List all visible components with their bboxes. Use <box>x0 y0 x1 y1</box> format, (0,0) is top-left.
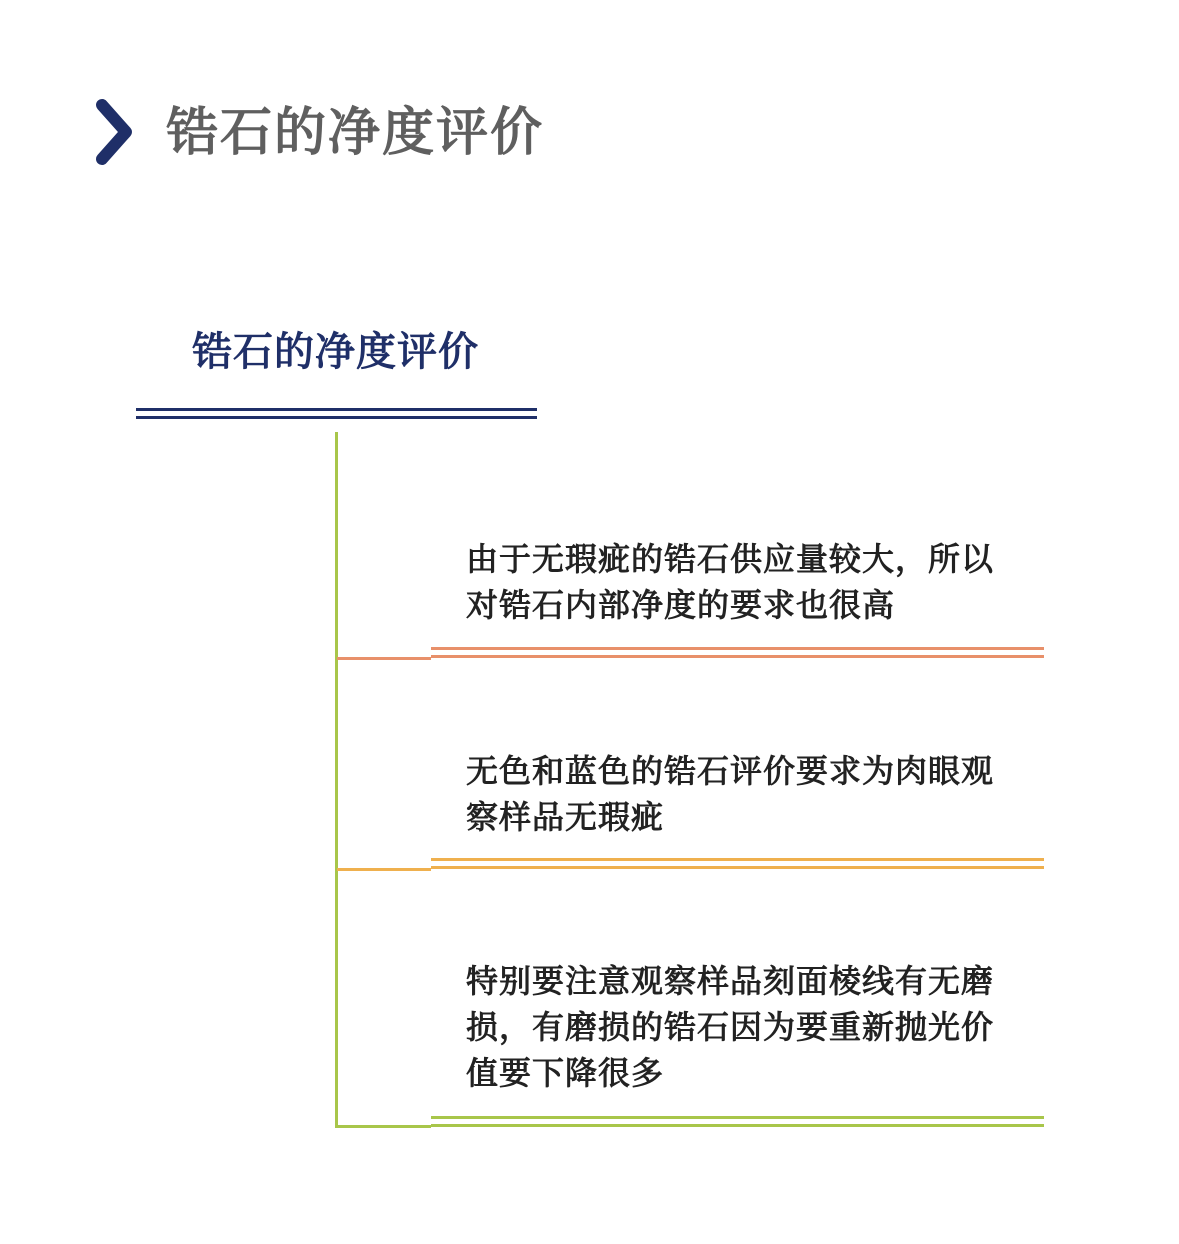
item-3-rule-line-top <box>431 1116 1044 1119</box>
page-title: 锆石的净度评价 <box>166 103 545 163</box>
diagram-item-1-rule <box>431 647 1044 659</box>
diagram-item-1-branch <box>337 657 431 660</box>
diagram-item-2-text: 无色和蓝色的锆石评价要求为肉眼观察样品无瑕疵 <box>466 752 995 836</box>
item-2-rule-line-top <box>431 858 1044 861</box>
diagram-item-2-branch <box>337 868 431 871</box>
item-1-rule-line-top <box>431 647 1044 650</box>
diagram-item-3-branch <box>337 1125 431 1128</box>
item-2-rule-line-bottom <box>431 866 1044 869</box>
diagram-item-1-text: 由于无瑕疵的锆石供应量较大，所以对锆石内部净度的要求也很高 <box>466 540 995 624</box>
tree-trunk-line <box>335 432 338 1128</box>
diagram-item-3-rule <box>431 1116 1044 1128</box>
item-3-rule-line-bottom <box>431 1124 1044 1127</box>
underline-line-top <box>136 408 537 411</box>
diagram-title-underline <box>136 408 537 420</box>
underline-line-bottom <box>136 416 537 419</box>
diagram-item-2-rule <box>431 858 1044 870</box>
chevron-right-icon <box>92 97 140 167</box>
page-header <box>92 92 140 172</box>
diagram-item-3-text: 特别要注意观察样品刻面棱线有无磨损，有磨损的锆石因为要重新抛光价值要下降很多 <box>466 962 995 1092</box>
item-1-rule-line-bottom <box>431 655 1044 658</box>
diagram-title: 锆石的净度评价 <box>192 329 479 375</box>
